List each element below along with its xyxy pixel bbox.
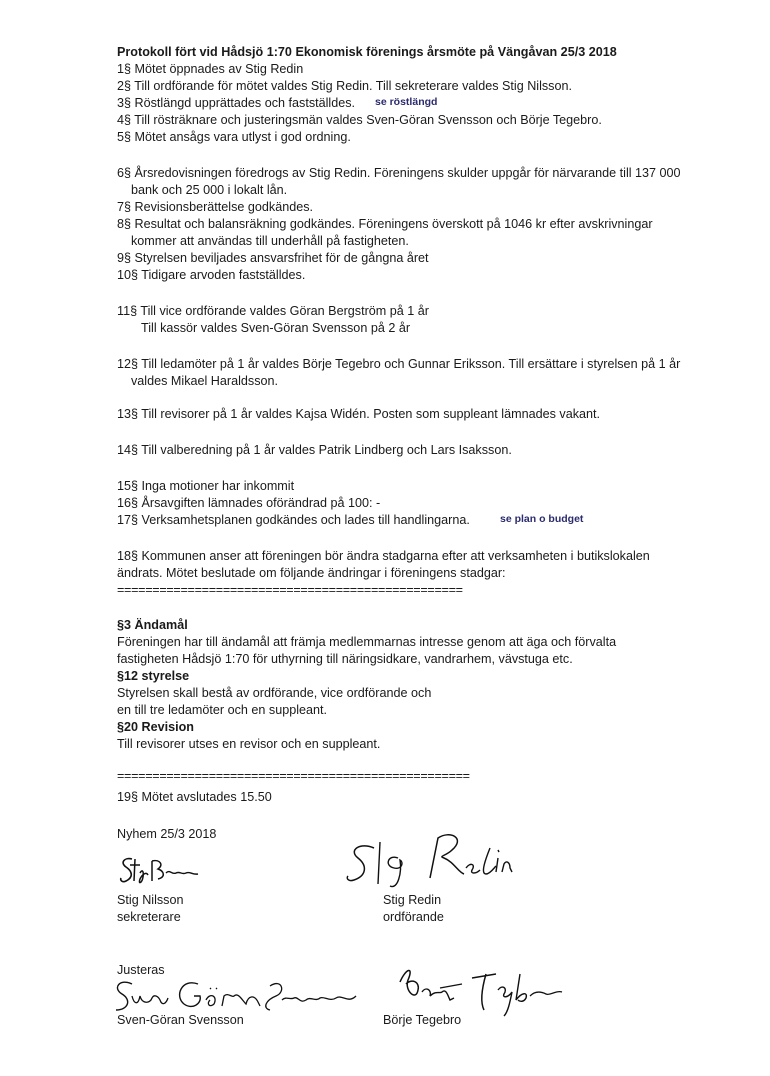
handwritten-note-rostlangd: se röstlängd (375, 96, 438, 108)
signature-stig-nilsson (118, 853, 208, 892)
signer-1-name: Stig Nilsson (117, 893, 184, 907)
signer-2-role: ordförande (383, 910, 444, 924)
paragraph-8-cont: kommer att användas till underhåll på fastigheten. (131, 234, 409, 248)
divider-bottom: ================================================== (117, 769, 470, 783)
paragraph-10: 10§ Tidigare arvoden fastställdes. (117, 268, 306, 282)
paragraph-12-cont: valdes Mikael Haraldsson. (131, 374, 278, 388)
paragraph-11: 11§ Till vice ordförande valdes Göran Bergström på 1 år (117, 304, 429, 318)
paragraph-15: 15§ Inga motioner har inkommit (117, 479, 295, 493)
section-3-text-cont: fastigheten Hådsjö 1:70 för uthyrning till näringsidkare, vandrarhem, vävstuga etc. (117, 652, 573, 666)
section-12-text: Styrelsen skall bestå av ordförande, vice ordförande och (117, 686, 432, 700)
signature-stig-redin (340, 828, 530, 901)
paragraph-2: 2§ Till ordförande för mötet valdes Stig Redin. Till sekreterare valdes Stig Nilsson. (117, 79, 572, 93)
section-20-text: Till revisorer utses en revisor och en suppleant. (117, 737, 381, 751)
paragraph-13: 13§ Till revisorer på 1 år valdes Kajsa Widén. Posten som suppleant lämnades vakant. (117, 407, 601, 421)
handwritten-note-budget: se plan o budget (500, 513, 584, 525)
paragraph-6-cont: bank och 25 000 i lokalt lån. (131, 183, 288, 197)
paragraph-19: 19§ Mötet avslutades 15.50 (117, 790, 272, 804)
paragraph-1: 1§ Mötet öppnades av Stig Redin (117, 62, 304, 76)
section-12-heading: §12 styrelse (117, 669, 190, 683)
paragraph-17: 17§ Verksamhetsplanen godkändes och lades till handlingarna. (117, 513, 470, 527)
section-3-text: Föreningen har till ändamål att främja medlemmarnas intresse genom att äga och förvalta (117, 635, 617, 649)
paragraph-16: 16§ Årsavgiften lämnades oförändrad på 100: - (117, 496, 381, 510)
document-title: Protokoll fört vid Hådsjö 1:70 Ekonomisk förenings årsmöte på Vängåvan 25/3 2018 (117, 45, 617, 59)
signer-2-name: Stig Redin (383, 893, 442, 907)
justeras-label: Justeras (117, 963, 165, 977)
paragraph-9: 9§ Styrelsen beviljades ansvarsfrihet för de gångna året (117, 251, 429, 265)
paragraph-14: 14§ Till valberedning på 1 år valdes Patrik Lindberg och Lars Isaksson. (117, 443, 512, 457)
paragraph-7: 7§ Revisionsberättelse godkändes. (117, 200, 314, 214)
place-date: Nyhem 25/3 2018 (117, 827, 217, 841)
paragraph-18-cont: ändrats. Mötet beslutade om följande ändringar i föreningens stadgar: (117, 566, 506, 580)
paragraph-18: 18§ Kommunen anser att föreningen bör ändra stadgarna efter att verksamheten i butikslokalen (117, 549, 650, 563)
divider-top: ================================================= (117, 583, 463, 597)
signer-1-role: sekreterare (117, 910, 181, 924)
paragraph-4: 4§ Till rösträknare och justeringsmän valdes Sven-Göran Svensson och Börje Tegebro. (117, 113, 602, 127)
justerare-1-name: Sven-Göran Svensson (117, 1013, 244, 1027)
paragraph-3: 3§ Röstlängd upprättades och fastställdes. (117, 96, 356, 110)
section-20-heading: §20 Revision (117, 720, 195, 734)
justerare-2-name: Börje Tegebro (383, 1013, 462, 1027)
section-3-heading: §3 Ändamål (117, 618, 188, 632)
paragraph-11-cont: Till kassör valdes Sven-Göran Svensson på 2 år (141, 321, 411, 335)
paragraph-6: 6§ Årsredovisningen föredrogs av Stig Redin. Föreningens skulder uppgår för närvarande till 137 000 (117, 166, 681, 180)
paragraph-8: 8§ Resultat och balansräkning godkändes. Föreningens överskott på 1046 kr efter avskrivningar (117, 217, 653, 231)
paragraph-5: 5§ Mötet ansågs vara utlyst i god ordning. (117, 130, 351, 144)
paragraph-12: 12§ Till ledamöter på 1 år valdes Börje Tegebro och Gunnar Eriksson. Till ersättare i styrelsen på 1 år (117, 357, 681, 371)
section-12-text-cont: en till tre ledamöter och en suppleant. (117, 703, 328, 717)
